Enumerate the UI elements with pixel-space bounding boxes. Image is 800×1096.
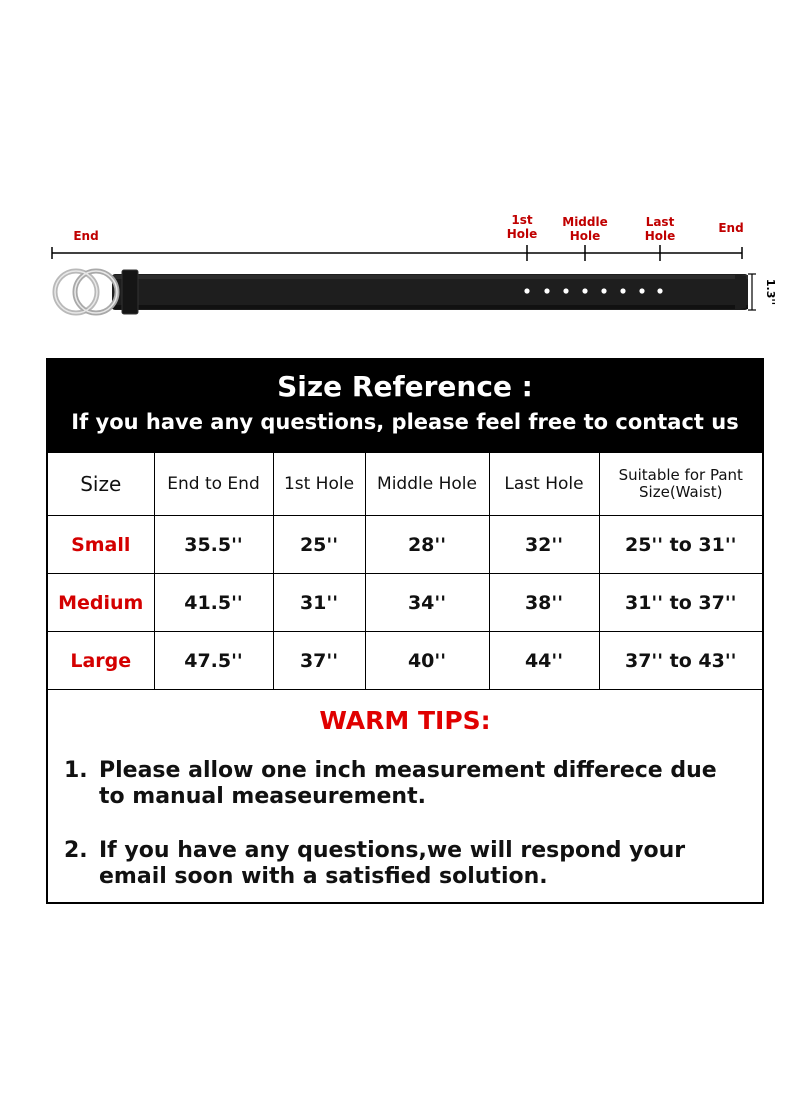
belt-hole-5 <box>601 288 606 293</box>
cell-first-hole: 37'' <box>273 632 365 690</box>
cell-last-hole: 44'' <box>489 632 599 690</box>
cell-last-hole: 32'' <box>489 516 599 574</box>
header-first-hole: 1st Hole <box>273 453 365 516</box>
header-last-hole: Last Hole <box>489 453 599 516</box>
header-size: Size <box>48 453 154 516</box>
row-size-name: Small <box>48 516 154 574</box>
reference-subtitle: If you have any questions, please feel free to contact us <box>71 410 739 434</box>
belt-tip <box>735 274 748 310</box>
belt-hole-3 <box>563 288 568 293</box>
cell-middle-hole: 40'' <box>365 632 489 690</box>
belt-hole-1 <box>524 288 529 293</box>
cell-pant-size: 37'' to 43'' <box>599 632 762 690</box>
table-row <box>48 632 762 690</box>
cell-pant-size: 25'' to 31'' <box>599 516 762 574</box>
cell-middle-hole: 34'' <box>365 574 489 632</box>
belt-diagram <box>0 0 800 340</box>
belt-hole-7 <box>639 288 644 293</box>
header-end-to-end: End to End <box>154 453 273 516</box>
header-middle-hole: Middle Hole <box>365 453 489 516</box>
belt-strap <box>112 274 748 310</box>
table-header-row <box>48 453 762 516</box>
table-row <box>48 516 762 574</box>
first-hole-label: 1st Hole <box>506 213 538 241</box>
size-reference-box <box>46 358 764 904</box>
tip-text: Please allow one inch measurement differece due to manual measeurement. <box>99 758 717 809</box>
cell-end-to-end: 47.5'' <box>154 632 273 690</box>
cell-first-hole: 31'' <box>273 574 365 632</box>
reference-header <box>48 360 762 453</box>
cell-pant-size: 31'' to 37'' <box>599 574 762 632</box>
belt-illustration <box>0 0 800 340</box>
row-size-name: Large <box>48 632 154 690</box>
cell-end-to-end: 41.5'' <box>154 574 273 632</box>
cell-last-hole: 38'' <box>489 574 599 632</box>
belt-keeper <box>122 270 138 314</box>
size-table <box>48 453 762 690</box>
header-pant-size: Suitable for Pant Size(Waist) <box>599 453 762 516</box>
last-hole-label: Last Hole <box>644 215 676 243</box>
warm-tips-title: WARM TIPS: <box>319 706 491 735</box>
belt-hole-4 <box>582 288 587 293</box>
cell-first-hole: 25'' <box>273 516 365 574</box>
cell-middle-hole: 28'' <box>365 516 489 574</box>
belt-hole-2 <box>544 288 549 293</box>
table-row <box>48 574 762 632</box>
width-label: 1.3'' <box>764 278 777 306</box>
middle-hole-label: Middle Hole <box>562 215 608 243</box>
belt-hole-6 <box>620 288 625 293</box>
left-end-label: End <box>73 229 99 243</box>
cell-end-to-end: 35.5'' <box>154 516 273 574</box>
belt-hole-8 <box>657 288 662 293</box>
tip-text: If you have any questions,we will respond your email soon with a satisfied solution. <box>99 838 686 889</box>
reference-title: Size Reference : <box>277 370 533 403</box>
right-end-label: End <box>718 221 744 235</box>
tip-number: 1. <box>64 758 88 783</box>
row-size-name: Medium <box>48 574 154 632</box>
tip-number: 2. <box>64 838 88 863</box>
